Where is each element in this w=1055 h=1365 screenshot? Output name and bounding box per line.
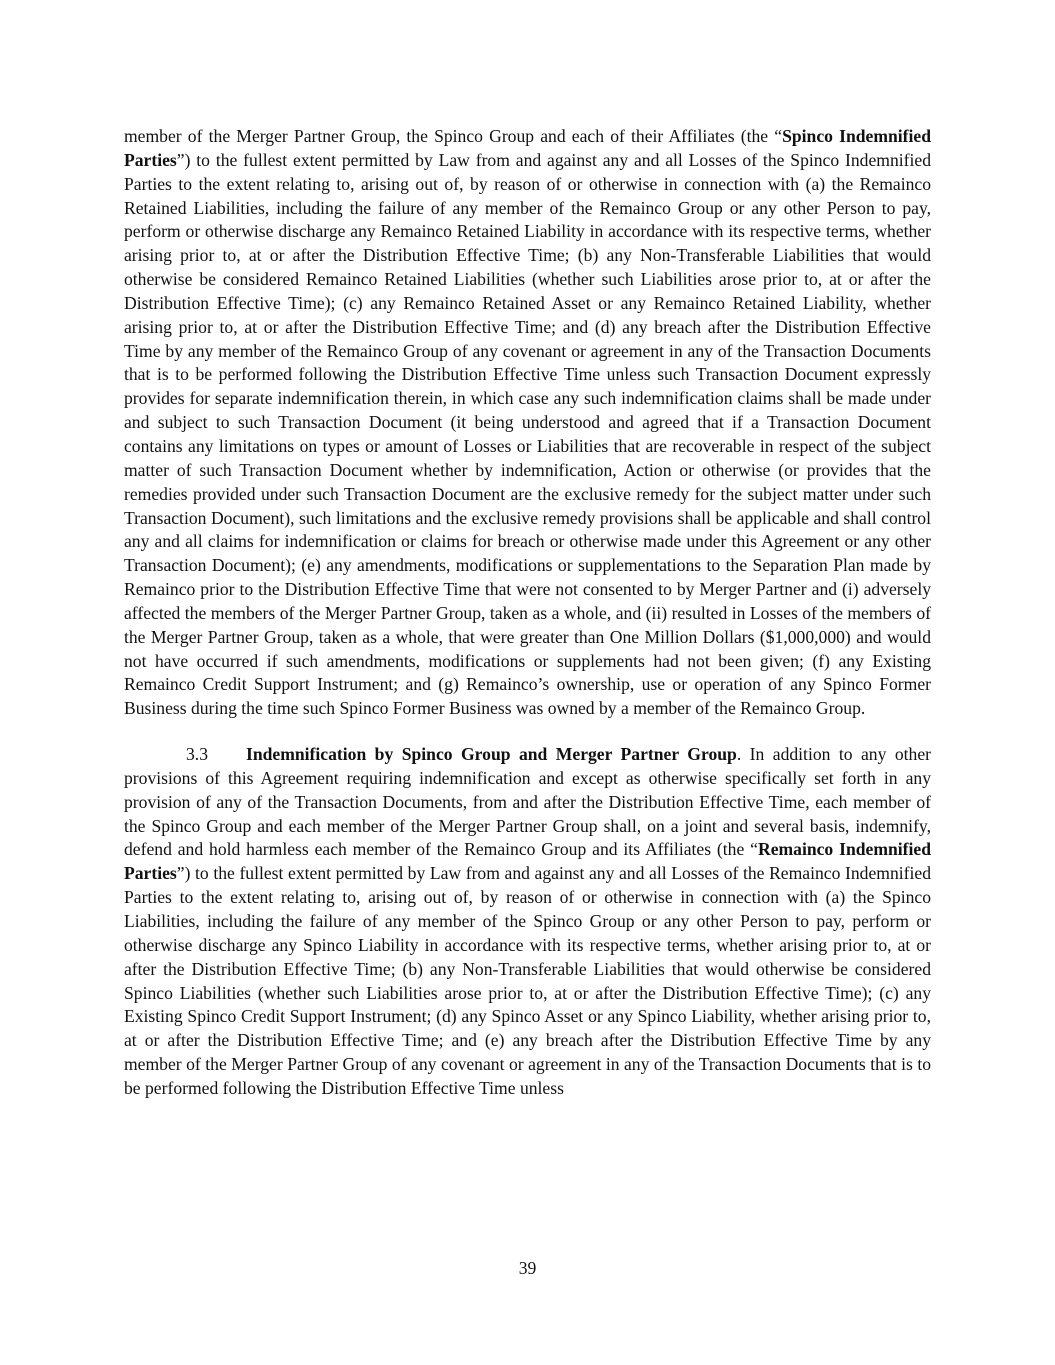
document-page bbox=[124, 125, 931, 1101]
section-3-3-paragraph bbox=[124, 743, 931, 1101]
paragraph-text: ”) to the fullest extent permitted by Law from and against any and all Losses of the Spinco Indemnified Parties to the extent relating to, arising out of, by reason of or otherwise in connection with (a) the Remainco Retained Liabilities, including the failure of any member of the Remainco Group or any other Person to pay, perform or otherwise discharge any Remainco Retained Liability in accordance with its respective terms, whether arising prior to, at or after the Distribution Effective Time; (b) any Non-Transferable Liabilities that would otherwise be considered Remainco Retained Liabilities (whether such Liabilities arose prior to, at or after the Distribution Effective Time); (c) any Remainco Retained Asset or any Remainco Retained Liability, whether arising prior to, at or after the Distribution Effective Time; and (d) any breach after the Distribution Effective Time by any member of the Remainco Group of any covenant or agreement in any of the Transaction Documents that is to be performed following the Distribution Effective Time unless such Transaction Document expressly provides for separate indemnification therein, in which case any such indemnification claims shall be made under and subject to such Transaction Document (it being understood and agreed that if a Transaction Document contains any limitations on types or amount of Losses or Liabilities that are recoverable in respect of the subject matter of such Transaction Document whether by indemnification, Action or otherwise (or provides that the remedies provided under such Transaction Document are the exclusive remedy for the subject matter under such Transaction Document), such limitations and the exclusive remedy provisions shall be applicable and shall control any and all claims for indemnification or claims for breach or otherwise made under this Agreement or any other Transaction Document); (e) any amendments, modifications or supplementations to the Separation Plan made by Remainco prior to the Distribution Effective Time that were not consented to by Merger Partner and (i) adversely affected the members of the Merger Partner Group, taken as a whole, and (ii) resulted in Losses of the members of the Merger Partner Group, taken as a whole, that were greater than One Million Dollars ($1,000,000) and would not have occurred if such amendments, modifications or supplements had not been given; (f) any Existing Remainco Credit Support Instrument; and (g) Remainco’s ownership, use or operation of any Spinco Former Business during the time such Spinco Former Business was owned by a member of the Remainco Group. bbox=[124, 149, 931, 719]
section-heading: Indemnification by Spinco Group and Merger Partner Group bbox=[246, 744, 737, 765]
defined-term-spinco-indemnified-parties: Spinco Indemnified Parties bbox=[124, 126, 931, 170]
paragraph-text: . In addition to any other provisions of this Agreement requiring indemnification and except as otherwise specifically set forth in any provision of any of the Transaction Documents, from and after the Distribution Effective Time, each member of the Spinco Group and each member of the Merger Partner Group shall, on a joint and several basis, indemnify, defend and hold harmless each member of the Remainco Group and its Affiliates (the “ bbox=[124, 744, 931, 860]
paragraph-text: member of the Merger Partner Group, the Spinco Group and each of their Affiliates (the “ bbox=[124, 126, 783, 146]
paragraph-indemnification-by-remainco-continued bbox=[124, 125, 931, 721]
page-number: 39 bbox=[518, 1258, 537, 1278]
defined-term-remainco-indemnified-parties: Remainco Indemnified Parties bbox=[124, 839, 931, 884]
section-number: 3.3 bbox=[186, 744, 208, 765]
paragraph-text: ”) to the fullest extent permitted by Law from and against any and all Losses of the Remainco Indemnified Parties to the extent relating to, arising out of, by reason of or otherwise in connection with (a) the Spinco Liabilities, including the failure of any member of the Spinco Group or any other Person to pay, perform or otherwise discharge any Spinco Liability in accordance with its respective terms, whether arising prior to, at or after the Distribution Effective Time; (b) any Non-Transferable Liabilities that would otherwise be considered Spinco Liabilities (whether such Liabilities arose prior to, at or after the Distribution Effective Time); (c) any Existing Spinco Credit Support Instrument; (d) any Spinco Asset or any Spinco Liability, whether arising prior to, at or after the Distribution Effective Time; and (e) any breach after the Distribution Effective Time by any member of the Merger Partner Group of any covenant or agreement in any of the Transaction Documents that is to be performed following the Distribution Effective Time unless bbox=[124, 863, 931, 1098]
